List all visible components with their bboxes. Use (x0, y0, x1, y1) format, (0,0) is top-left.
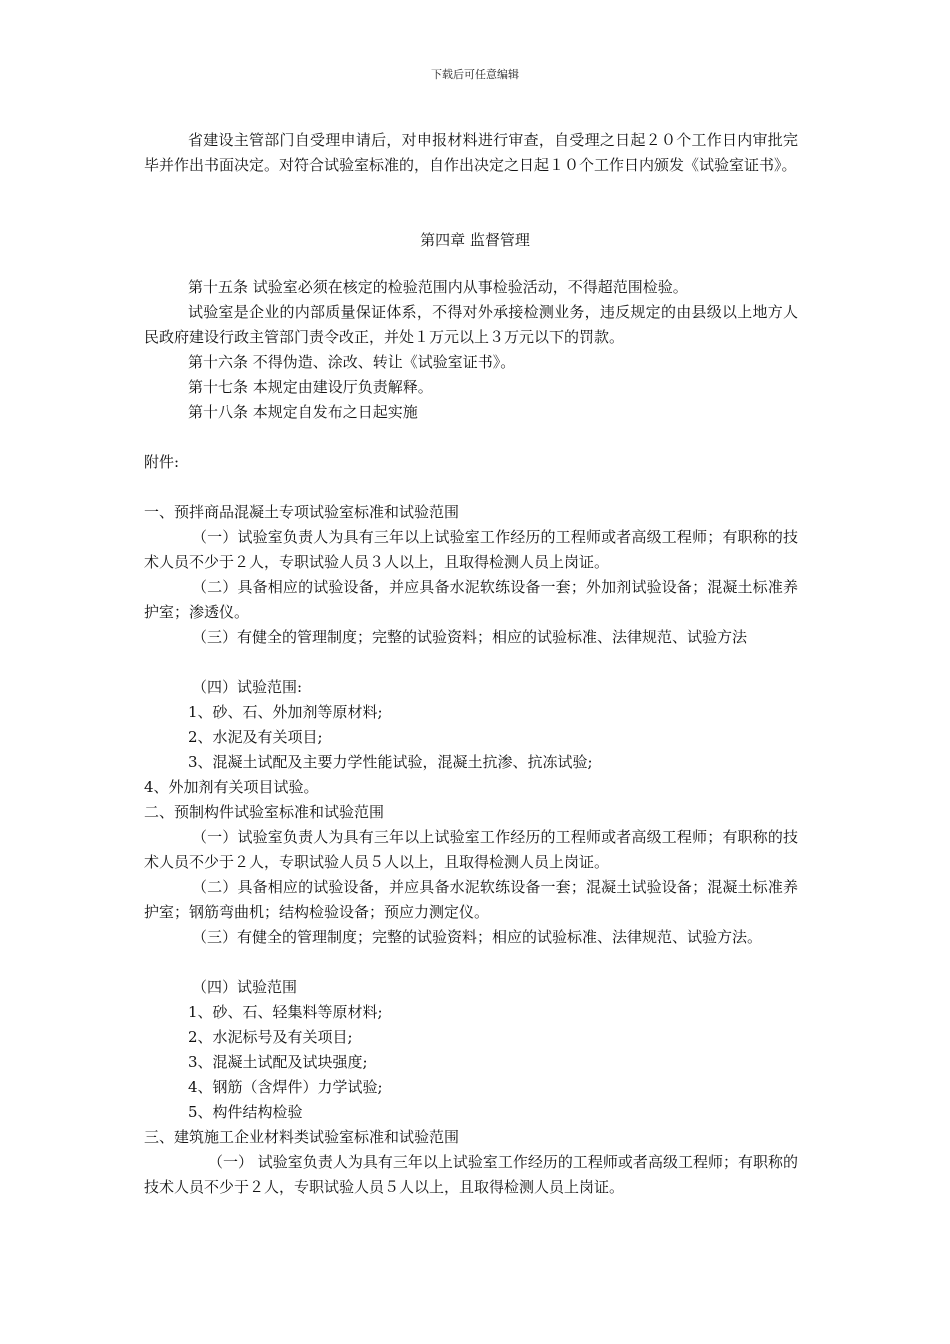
section-1-list-2: 2、水泥及有关项目; (188, 728, 323, 746)
section-1-item-4: （四）试验范围: (192, 678, 303, 696)
section-2-title: 二、预制构件试验室标准和试验范围 (144, 803, 385, 821)
section-2-item-3: （三）有健全的管理制度；完整的试验资料；相应的试验标准、法律规范、试验方法。 (192, 928, 763, 946)
section-1-list-3: 3、混凝土试配及主要力学性能试验，混凝土抗渗、抗冻试验; (188, 753, 593, 771)
section-2-list-4: 4、钢筋（含焊件）力学试验; (188, 1078, 383, 1096)
section-2-list-2: 2、水泥标号及有关项目; (188, 1028, 353, 1046)
section-1-item-2: （二）具备相应的试验设备，并应具备水泥软练设备一套；外加剂试验设备；混凝土标准养护室；渗透仪。 (144, 578, 798, 621)
section-1-item-3: （三）有健全的管理制度；完整的试验资料；相应的试验标准、法律规范、试验方法 (192, 628, 748, 646)
section-2-list-3: 3、混凝土试配及试块强度; (188, 1053, 368, 1071)
section-1-title: 一、预拌商品混凝土专项试验室标准和试验范围 (144, 503, 460, 521)
section-1-list-1: 1、砂、石、外加剂等原材料; (188, 703, 383, 721)
section-2-item-2: （二）具备相应的试验设备，并应具备水泥软练设备一套；混凝土试验设备；混凝土标准养护室；钢筋弯曲机；结构检验设备；预应力测定仪。 (144, 878, 798, 921)
chapter-title: 第四章 监督管理 (420, 231, 530, 249)
article-15-detail: 试验室是企业的内部质量保证体系，不得对外承接检测业务，违反规定的由县级以上地方人民政府建设行政主管部门责令改正，并处１万元以上３万元以下的罚款。 (144, 303, 798, 346)
attachment-label: 附件: (144, 453, 180, 471)
article-17: 第十七条 本规定由建设厅负责解释。 (188, 378, 433, 396)
section-3-title: 三、建筑施工企业材料类试验室标准和试验范围 (144, 1128, 460, 1146)
page-header: 下载后可任意编辑 (431, 68, 519, 81)
section-2-item-4: （四）试验范围 (192, 978, 298, 996)
section-3-item-1: （一） 试验室负责人为具有三年以上试验室工作经历的工程师或者高级工程师；有职称的技术人员不少于２人，专职试验人员５人以上，且取得检测人员上岗证。 (144, 1153, 798, 1196)
section-2-list-1: 1、砂、石、轻集料等原材料; (188, 1003, 383, 1021)
section-1-item-1: （一）试验室负责人为具有三年以上试验室工作经历的工程师或者高级工程师；有职称的技术人员不少于２人，专职试验人员３人以上，且取得检测人员上岗证。 (144, 528, 798, 571)
section-1-list-4: 4、外加剂有关项目试验。 (144, 778, 319, 796)
section-2-item-1: （一）试验室负责人为具有三年以上试验室工作经历的工程师或者高级工程师；有职称的技术人员不少于２人，专职试验人员５人以上，且取得检测人员上岗证。 (144, 828, 798, 871)
article-16: 第十六条 不得伪造、涂改、转让《试验室证书》。 (188, 353, 516, 371)
article-18: 第十八条 本规定自发布之日起实施 (188, 403, 418, 421)
section-2-list-5: 5、构件结构检验 (188, 1103, 303, 1121)
article-15: 第十五条 试验室必须在核定的检验范围内从事检验活动，不得超范围检验。 (188, 278, 688, 296)
intro-paragraph: 省建设主管部门自受理申请后，对申报材料进行审查，自受理之日起２０个工作日内审批完毕并作出书面决定。对符合试验室标准的，自作出决定之日起１０个工作日内颁发《试验室证书》。 (144, 131, 798, 174)
